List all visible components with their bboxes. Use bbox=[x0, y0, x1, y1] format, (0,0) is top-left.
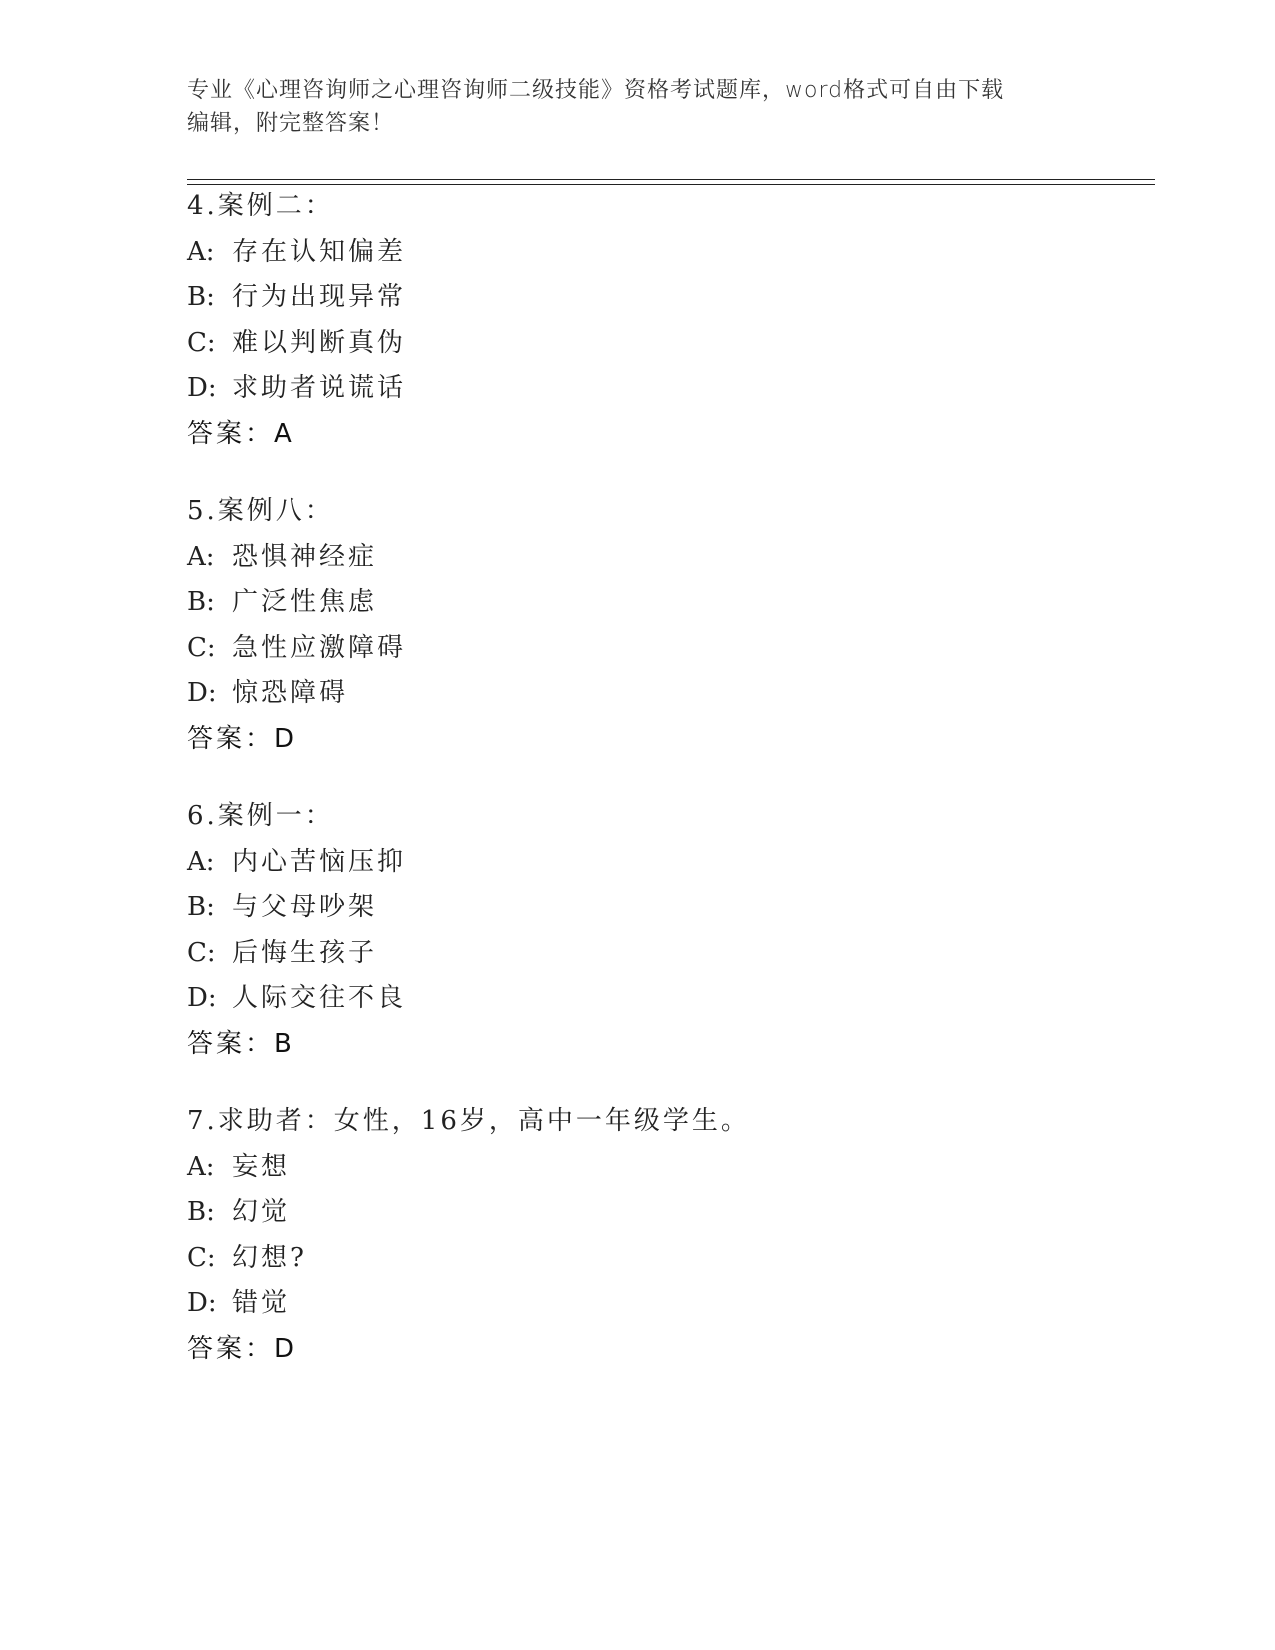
option-c bbox=[187, 931, 1087, 977]
answer-line bbox=[187, 1327, 1087, 1373]
question-title: 5.案例八： bbox=[187, 496, 334, 526]
option-letter: D: bbox=[187, 373, 217, 403]
answer-line bbox=[187, 1022, 1087, 1068]
answer-value: B bbox=[274, 1028, 294, 1059]
answer-label: 答案： bbox=[187, 723, 275, 754]
option-text: 难以判断真伪 bbox=[232, 327, 407, 358]
option-text: 广泛性焦虑 bbox=[232, 587, 378, 617]
option-letter: B: bbox=[187, 587, 215, 617]
answer-value: D bbox=[274, 1333, 297, 1364]
answer-line bbox=[187, 717, 1087, 763]
option-text: 恐惧神经症 bbox=[232, 541, 378, 572]
option-letter: A: bbox=[187, 846, 215, 877]
option-letter: B: bbox=[187, 282, 215, 312]
document-header bbox=[187, 74, 1067, 140]
option-text: 求助者说谎话 bbox=[232, 373, 407, 403]
option-text: 急性应激障碍 bbox=[232, 632, 407, 663]
answer-value: D bbox=[274, 723, 297, 754]
option-text: 与父母吵架 bbox=[232, 892, 378, 922]
option-d bbox=[187, 1281, 1087, 1327]
option-letter: B: bbox=[187, 892, 215, 922]
option-text: 惊恐障碍 bbox=[232, 678, 349, 708]
answer-line bbox=[187, 412, 1087, 458]
question-title: 7.求助者：女性，16岁，高中一年级学生。 bbox=[187, 1106, 750, 1136]
option-a bbox=[187, 535, 1087, 581]
option-letter: C: bbox=[187, 1242, 216, 1273]
option-text: 内心苦恼压抑 bbox=[232, 846, 407, 877]
option-text: 错觉 bbox=[232, 1288, 291, 1318]
option-letter: D: bbox=[187, 1288, 217, 1318]
question-title: 4.案例二： bbox=[187, 191, 334, 221]
option-letter: A: bbox=[187, 236, 215, 267]
option-c bbox=[187, 626, 1087, 672]
option-d bbox=[187, 366, 1087, 412]
question-title: 6.案例一： bbox=[187, 801, 334, 831]
option-letter: C: bbox=[187, 937, 216, 968]
option-text: 存在认知偏差 bbox=[232, 236, 407, 267]
question-block bbox=[187, 1099, 1087, 1372]
question-block bbox=[187, 489, 1087, 762]
option-b bbox=[187, 580, 1087, 626]
option-text: 幻想? bbox=[232, 1242, 307, 1273]
option-text: 人际交往不良 bbox=[232, 983, 407, 1013]
answer-value: A bbox=[274, 418, 294, 449]
option-c bbox=[187, 321, 1087, 367]
option-b bbox=[187, 885, 1087, 931]
option-b bbox=[187, 1190, 1087, 1236]
option-text: 妄想 bbox=[232, 1151, 291, 1182]
header-line-2: 编辑，附完整答案！ bbox=[187, 111, 395, 136]
header-rule-top bbox=[187, 179, 1155, 180]
option-letter: D: bbox=[187, 678, 217, 708]
option-d bbox=[187, 671, 1087, 717]
option-a bbox=[187, 230, 1087, 276]
option-letter: C: bbox=[187, 632, 216, 663]
question-block bbox=[187, 184, 1087, 457]
answer-label: 答案： bbox=[187, 1028, 275, 1059]
option-b bbox=[187, 275, 1087, 321]
option-text: 后悔生孩子 bbox=[232, 937, 378, 968]
question-block bbox=[187, 794, 1087, 1067]
option-d bbox=[187, 976, 1087, 1022]
option-letter: C: bbox=[187, 327, 216, 358]
option-letter: D: bbox=[187, 983, 217, 1013]
header-line-1: 专业《心理咨询师之心理咨询师二级技能》资格考试题库，word格式可自由下载 bbox=[187, 78, 1005, 103]
option-letter: B: bbox=[187, 1197, 215, 1227]
option-letter: A: bbox=[187, 1151, 215, 1182]
option-a bbox=[187, 840, 1087, 886]
option-a bbox=[187, 1145, 1087, 1191]
option-text: 行为出现异常 bbox=[232, 282, 407, 312]
option-text: 幻觉 bbox=[232, 1197, 291, 1227]
option-c bbox=[187, 1236, 1087, 1282]
answer-label: 答案： bbox=[187, 1333, 275, 1364]
answer-label: 答案： bbox=[187, 418, 275, 449]
option-letter: A: bbox=[187, 541, 215, 572]
